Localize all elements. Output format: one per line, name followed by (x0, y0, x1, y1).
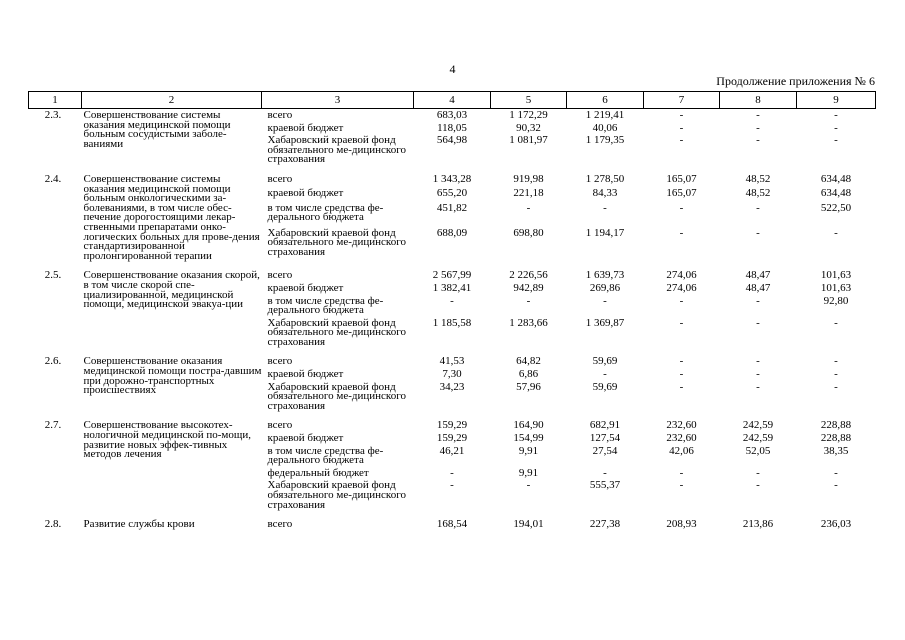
funding-value: 52,05 (745, 444, 771, 457)
funding-value: - (679, 479, 684, 492)
measure-code: 2.5. (44, 269, 62, 282)
measure-name: Совершенствование оказания скорой, в том числе скорой спе-циализированной, медицинской помощи, медицинской эвакуа-ции (83, 269, 260, 311)
funding-value: - (603, 466, 607, 479)
funding-source: всего (267, 355, 293, 368)
funding-value: 451,82 (436, 201, 468, 214)
funding-value: 1 194,17 (585, 226, 625, 239)
column-header: 9 (797, 92, 876, 109)
funding-value: 118,05 (437, 121, 467, 134)
funding-source: всего (267, 109, 293, 121)
funding-value: 40,06 (592, 121, 618, 134)
funding-value: - (834, 226, 838, 239)
appendix-continuation-label: Продолжение приложения № 6 (716, 74, 875, 88)
funding-value: 59,69 (592, 380, 618, 393)
funding-value: 1 179,35 (585, 134, 625, 147)
funding-value: 34,23 (439, 380, 465, 393)
funding-value: - (679, 380, 684, 393)
funding-value: 634,48 (820, 172, 852, 185)
column-header: 8 (720, 92, 797, 109)
funding-value: - (834, 121, 838, 134)
funding-value: 84,33 (592, 187, 618, 200)
funding-value: 154,99 (513, 432, 544, 445)
funding-value: - (603, 201, 607, 214)
funding-value: 165,07 (666, 172, 697, 185)
funding-value: - (526, 479, 531, 492)
column-header: 5 (491, 92, 567, 109)
funding-value: 522,50 (820, 201, 852, 214)
funding-value: - (450, 479, 454, 492)
funding-value: 46,21 (439, 444, 465, 457)
funding-value: 227,38 (589, 518, 621, 531)
funding-value: 6,86 (518, 368, 539, 381)
funding-value: 127,54 (589, 432, 621, 445)
funding-value: - (756, 316, 760, 329)
funding-value: 2 567,99 (432, 269, 472, 282)
column-header: 4 (414, 92, 491, 109)
funding-value: - (756, 226, 760, 239)
funding-source: всего (267, 269, 293, 282)
funding-value: 683,03 (436, 109, 468, 121)
funding-value: - (756, 121, 760, 134)
funding-value: - (756, 368, 760, 381)
measure-code: 2.3. (44, 109, 62, 121)
funding-value: 1 639,73 (585, 269, 625, 282)
funding-value: 213,86 (742, 518, 774, 531)
funding-value: 232,60 (666, 419, 697, 432)
funding-value: 1 369,87 (585, 316, 625, 329)
funding-value: - (450, 466, 454, 479)
funding-value: - (756, 134, 760, 147)
program-funding-table (28, 91, 876, 533)
funding-source: краевой бюджет (267, 281, 344, 294)
funding-source: краевой бюджет (267, 187, 344, 200)
funding-value: 101,63 (820, 281, 852, 294)
funding-value: - (526, 294, 531, 307)
funding-value: 274,06 (666, 269, 697, 282)
funding-value: 221,18 (513, 187, 544, 200)
funding-value: 232,60 (666, 432, 697, 445)
funding-value: 655,20 (436, 187, 468, 200)
funding-value: 208,93 (666, 518, 697, 531)
funding-source: всего (267, 419, 293, 432)
funding-value: - (679, 355, 684, 368)
funding-value: - (450, 294, 454, 307)
funding-source: в том числе средства фе-дерального бюджета (267, 444, 384, 467)
funding-source: федеральный бюджет (267, 466, 369, 479)
funding-value: 92,80 (823, 294, 849, 307)
funding-value: - (834, 368, 838, 381)
funding-value: 1 278,50 (585, 172, 625, 185)
funding-value: 682,91 (589, 419, 621, 432)
funding-value: - (756, 201, 760, 214)
funding-value: 59,69 (592, 355, 618, 368)
column-header: 2 (82, 92, 262, 109)
funding-value: 159,29 (436, 419, 468, 432)
funding-value: 1 219,41 (585, 109, 625, 121)
funding-value: 164,90 (513, 419, 544, 432)
funding-value: - (756, 479, 760, 492)
funding-value: - (679, 134, 684, 147)
funding-value: 194,01 (513, 518, 544, 531)
funding-source: в том числе средства фе-дерального бюджета (267, 294, 384, 317)
funding-value: - (679, 316, 684, 329)
funding-value: - (756, 355, 760, 368)
funding-value: - (679, 226, 684, 239)
page-number: 4 (449, 62, 456, 76)
column-number-header-row (29, 92, 876, 109)
funding-value: 57,96 (516, 380, 541, 393)
funding-value: 1 382,41 (432, 281, 472, 294)
funding-value: - (679, 121, 684, 134)
funding-value: 1 283,66 (509, 316, 548, 329)
funding-source: в том числе средства фе-дерального бюджета (267, 201, 384, 224)
funding-value: 242,59 (742, 432, 774, 445)
funding-value: - (834, 316, 838, 329)
funding-source: Хабаровский краевой фонд обязательного ме-дицинского страхования (267, 134, 406, 166)
funding-value: 42,06 (669, 444, 694, 457)
funding-value: - (679, 466, 684, 479)
funding-value: 1 343,28 (432, 172, 472, 185)
column-header: 1 (29, 92, 82, 109)
funding-value: 2 226,56 (509, 269, 548, 282)
funding-value: 698,80 (513, 226, 544, 239)
funding-source: Хабаровский краевой фонд обязательного ме-дицинского страхования (267, 479, 406, 511)
funding-value: 1 185,58 (432, 316, 472, 329)
funding-value: 634,48 (820, 187, 852, 200)
funding-value: 274,06 (666, 281, 697, 294)
funding-value: - (679, 201, 684, 214)
measure-name: Развитие службы крови (83, 518, 195, 531)
funding-value: 159,29 (436, 432, 468, 445)
measure-code: 2.6. (44, 355, 62, 368)
measure-name: Совершенствование системы оказания медицинской помощи больным сосудистыми заболе-ваниями (83, 109, 231, 150)
funding-value: - (756, 294, 760, 307)
funding-value: 48,52 (745, 187, 771, 200)
column-header: 7 (644, 92, 720, 109)
measure-code: 2.4. (44, 172, 62, 185)
funding-source: всего (267, 518, 293, 531)
column-header: 3 (262, 92, 414, 109)
funding-value: 48,47 (745, 281, 771, 294)
funding-value: 48,52 (745, 172, 771, 185)
funding-value: 9,91 (518, 466, 539, 479)
funding-value: 228,88 (820, 432, 852, 445)
measure-name: Совершенствование высокотех-нологичной медицинской по-мощи, развитие новых эффек-тивных методов лечения (83, 419, 251, 461)
funding-value: 1 081,97 (509, 134, 548, 147)
funding-value: - (603, 294, 607, 307)
funding-source: Хабаровский краевой фонд обязательного ме-дицинского страхования (267, 316, 406, 348)
funding-value: - (756, 466, 760, 479)
funding-value: 242,59 (742, 419, 774, 432)
funding-value: 269,86 (589, 281, 621, 294)
funding-value: 7,30 (442, 368, 462, 381)
funding-value: - (834, 479, 838, 492)
funding-value: 1 172,29 (509, 109, 548, 121)
funding-value: - (834, 355, 838, 368)
funding-source: Хабаровский краевой фонд обязательного ме-дицинского страхования (267, 380, 406, 412)
funding-value: 90,32 (516, 121, 541, 134)
funding-value: 27,54 (592, 444, 618, 457)
funding-value: - (603, 368, 607, 381)
measure-name: Совершенствование системы оказания медицинской помощи больным онкологическими за-болеваниями, в том числе обес-печение дорогостоящими лекар-ственными препаратами онко-логических больных для прове-дения стандартизированной пролонгированной терапии (83, 172, 260, 262)
funding-value: - (756, 380, 760, 393)
funding-value: 564,98 (436, 134, 468, 147)
table-body (29, 109, 876, 533)
funding-value: - (679, 368, 684, 381)
funding-value: - (679, 294, 684, 307)
funding-value: 64,82 (516, 355, 541, 368)
funding-value: - (834, 466, 838, 479)
measure-code: 2.7. (44, 419, 62, 432)
funding-value: 228,88 (820, 419, 852, 432)
table-row (29, 518, 876, 533)
measure-name: Совершенствование оказания медицинской помощи постра-давшим при дорожно-транспортных происшествиях (83, 355, 262, 397)
funding-value: 38,35 (823, 444, 849, 457)
funding-source: краевой бюджет (267, 368, 344, 381)
funding-source: краевой бюджет (267, 432, 344, 445)
funding-value: 9,91 (518, 444, 539, 457)
funding-source: всего (267, 172, 293, 185)
funding-value: 688,09 (436, 226, 468, 239)
funding-value: 101,63 (820, 269, 852, 282)
funding-value: - (834, 380, 838, 393)
funding-source: Хабаровский краевой фонд обязательного ме-дицинского страхования (267, 226, 406, 258)
funding-value: 919,98 (513, 172, 544, 185)
funding-value: - (756, 109, 760, 121)
column-header: 6 (567, 92, 644, 109)
funding-value: 48,47 (745, 269, 771, 282)
funding-value: 555,37 (589, 479, 621, 492)
funding-value: 168,54 (436, 518, 468, 531)
funding-value: 236,03 (820, 518, 852, 531)
funding-value: 942,89 (513, 281, 544, 294)
funding-source: краевой бюджет (267, 121, 344, 134)
funding-value: 165,07 (666, 187, 697, 200)
funding-value: - (679, 109, 684, 121)
funding-value: - (834, 134, 838, 147)
funding-value: - (526, 201, 531, 214)
funding-value: 41,53 (439, 355, 465, 368)
measure-code: 2.8. (44, 518, 62, 531)
funding-value: - (834, 109, 838, 121)
